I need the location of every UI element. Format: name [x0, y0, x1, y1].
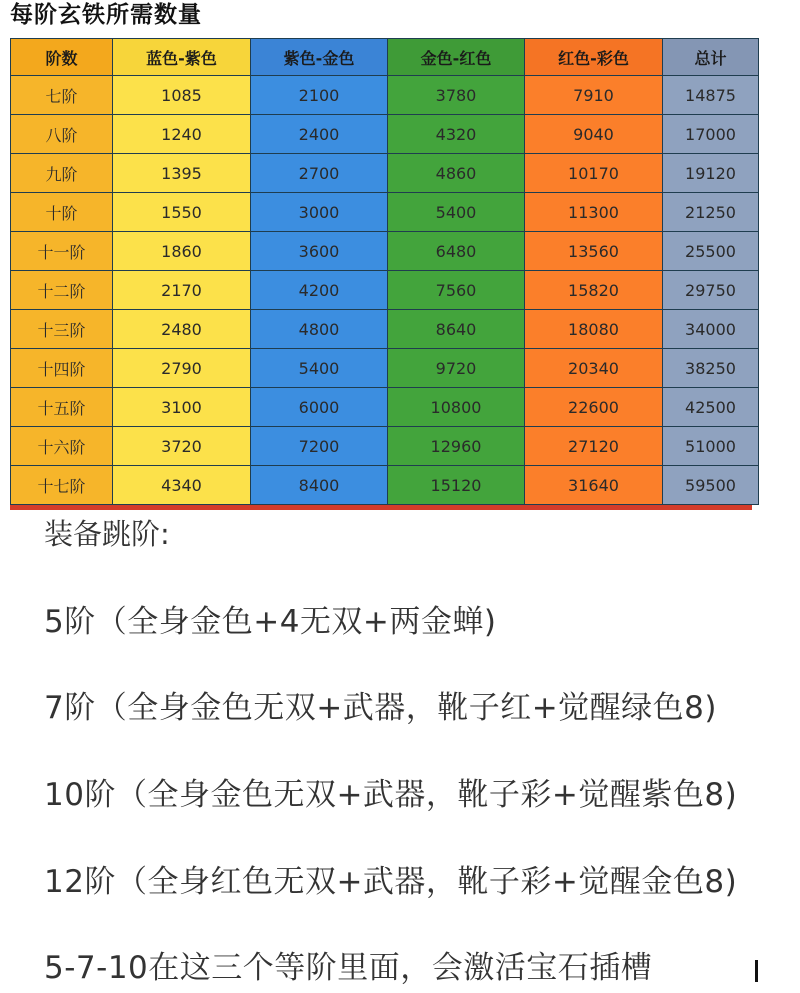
table-row: [11, 154, 759, 193]
cell-blue-purple: 4340: [113, 466, 251, 505]
note-item: 5-7-10在这三个等阶里面，会激活宝石插槽: [44, 950, 653, 986]
cell-gold-red: 12960: [388, 427, 525, 466]
cell-purple-gold: 5400: [251, 349, 388, 388]
cell-gold-red: 10800: [388, 388, 525, 427]
cell-blue-purple: 1395: [113, 154, 251, 193]
cell-blue-purple: 1240: [113, 115, 251, 154]
cell-gold-red: 6480: [388, 232, 525, 271]
cell-total: 25500: [663, 232, 759, 271]
cell-red-rainbow: 9040: [525, 115, 663, 154]
table-body: [11, 76, 759, 505]
cell-total: 38250: [663, 349, 759, 388]
cell-tier: 九阶: [11, 154, 113, 193]
cell-tier: 十四阶: [11, 349, 113, 388]
cell-red-rainbow: 11300: [525, 193, 663, 232]
header-tier: 阶数: [11, 39, 113, 76]
table-row: [11, 76, 759, 115]
header-total: 总计: [663, 39, 759, 76]
cell-total: 34000: [663, 310, 759, 349]
table-row: [11, 310, 759, 349]
cell-gold-red: 3780: [388, 76, 525, 115]
cell-red-rainbow: 18080: [525, 310, 663, 349]
cell-total: 14875: [663, 76, 759, 115]
note-item: 7阶（全身金色无双+武器，靴子红+觉醒绿色8): [44, 690, 717, 726]
note-item: 10阶（全身金色无双+武器，靴子彩+觉醒紫色8): [44, 777, 738, 813]
cell-blue-purple: 1860: [113, 232, 251, 271]
cell-gold-red: 5400: [388, 193, 525, 232]
notes-heading: 装备跳阶:: [44, 517, 170, 551]
table-row: [11, 388, 759, 427]
table-header-row: [11, 39, 759, 76]
cell-purple-gold: 2100: [251, 76, 388, 115]
cell-gold-red: 4320: [388, 115, 525, 154]
cell-gold-red: 9720: [388, 349, 525, 388]
table-row: [11, 193, 759, 232]
cell-gold-red: 15120: [388, 466, 525, 505]
cell-total: 17000: [663, 115, 759, 154]
cell-red-rainbow: 31640: [525, 466, 663, 505]
header-gold-red: 金色-红色: [388, 39, 525, 76]
cell-purple-gold: 2400: [251, 115, 388, 154]
material-table-grid: [10, 38, 759, 505]
cell-purple-gold: 3000: [251, 193, 388, 232]
cell-purple-gold: 3600: [251, 232, 388, 271]
cell-total: 42500: [663, 388, 759, 427]
cell-tier: 十五阶: [11, 388, 113, 427]
cell-tier: 七阶: [11, 76, 113, 115]
cell-purple-gold: 4800: [251, 310, 388, 349]
table-row: [11, 427, 759, 466]
cell-blue-purple: 2170: [113, 271, 251, 310]
table-row: [11, 271, 759, 310]
cell-total: 29750: [663, 271, 759, 310]
cell-gold-red: 8640: [388, 310, 525, 349]
cell-red-rainbow: 15820: [525, 271, 663, 310]
cell-red-rainbow: 7910: [525, 76, 663, 115]
cell-blue-purple: 3100: [113, 388, 251, 427]
cell-tier: 八阶: [11, 115, 113, 154]
table-row: [11, 115, 759, 154]
cell-gold-red: 4860: [388, 154, 525, 193]
cell-purple-gold: 6000: [251, 388, 388, 427]
cell-total: 19120: [663, 154, 759, 193]
cell-purple-gold: 8400: [251, 466, 388, 505]
cell-tier: 十一阶: [11, 232, 113, 271]
cell-red-rainbow: 10170: [525, 154, 663, 193]
note-item: 5阶（全身金色+4无双+两金蝉): [44, 604, 497, 640]
cell-blue-purple: 3720: [113, 427, 251, 466]
cell-total: 51000: [663, 427, 759, 466]
cell-purple-gold: 7200: [251, 427, 388, 466]
table-row: [11, 349, 759, 388]
table-row: [11, 466, 759, 505]
cell-total: 59500: [663, 466, 759, 505]
cell-red-rainbow: 27120: [525, 427, 663, 466]
cell-tier: 十三阶: [11, 310, 113, 349]
cell-blue-purple: 2790: [113, 349, 251, 388]
cell-gold-red: 7560: [388, 271, 525, 310]
cell-purple-gold: 2700: [251, 154, 388, 193]
cell-blue-purple: 2480: [113, 310, 251, 349]
cell-total: 21250: [663, 193, 759, 232]
cell-tier: 十阶: [11, 193, 113, 232]
header-purple-gold: 紫色-金色: [251, 39, 388, 76]
table-row: [11, 232, 759, 271]
header-red-rainbow: 红色-彩色: [525, 39, 663, 76]
cell-tier: 十六阶: [11, 427, 113, 466]
cell-blue-purple: 1085: [113, 76, 251, 115]
cell-tier: 十二阶: [11, 271, 113, 310]
text-cursor: [755, 960, 758, 982]
header-blue-purple: 蓝色-紫色: [113, 39, 251, 76]
note-item: 12阶（全身红色无双+武器，靴子彩+觉醒金色8): [44, 864, 738, 900]
cell-red-rainbow: 13560: [525, 232, 663, 271]
cell-tier: 十七阶: [11, 466, 113, 505]
page-title: 每阶玄铁所需数量: [10, 1, 202, 28]
cell-red-rainbow: 20340: [525, 349, 663, 388]
cell-purple-gold: 4200: [251, 271, 388, 310]
table-bottom-border: [10, 505, 752, 510]
cell-blue-purple: 1550: [113, 193, 251, 232]
material-table: [10, 38, 752, 510]
cell-red-rainbow: 22600: [525, 388, 663, 427]
